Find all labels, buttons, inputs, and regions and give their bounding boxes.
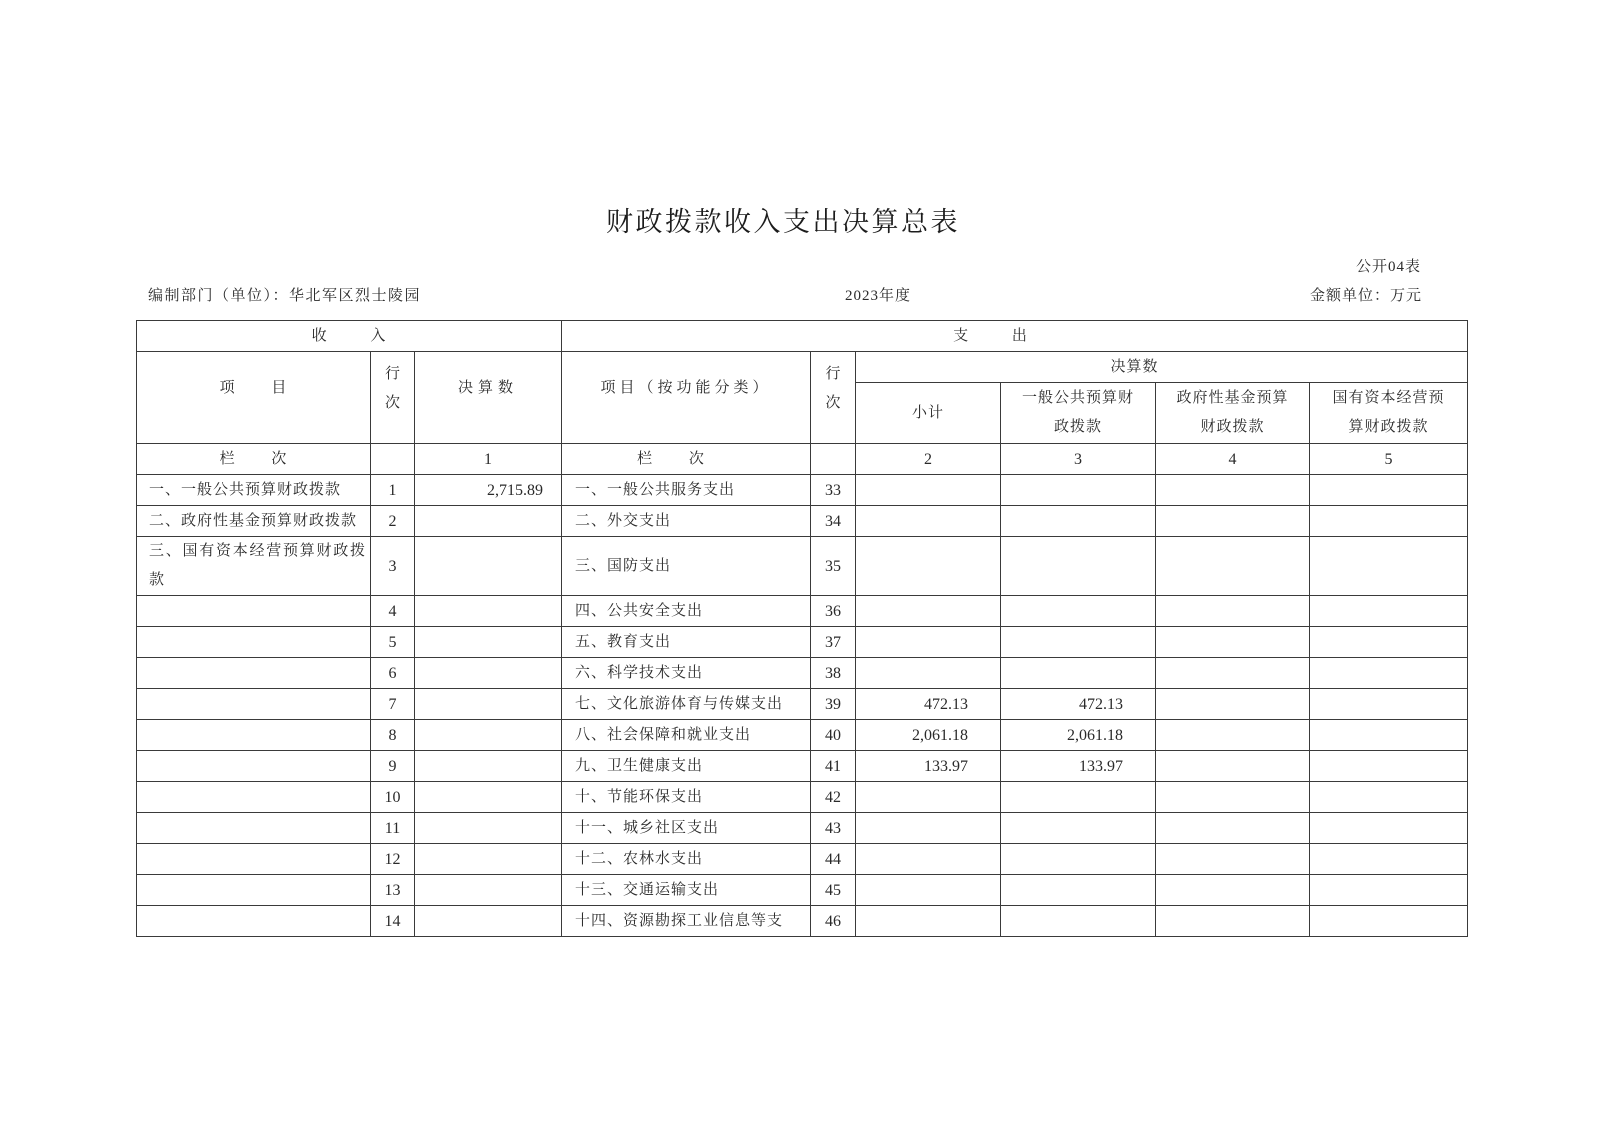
subtotal-cell: [856, 906, 1001, 937]
state-capital-appropriation-cell: [1310, 720, 1468, 751]
compiling-department: 编制部门（单位）：华北军区烈士陵园: [148, 288, 422, 304]
expense-row-number-cell: 40: [811, 720, 856, 751]
income-item-cell: [137, 782, 371, 813]
subtotal-cell: 133.97: [856, 751, 1001, 782]
section-header-row: [137, 321, 1468, 352]
income-item-cell: [137, 813, 371, 844]
gov-fund-appropriation-cell: [1156, 627, 1310, 658]
expense-section-header: 支 出: [562, 321, 1468, 352]
expense-row-number-cell: 36: [811, 596, 856, 627]
income-amount-header: 决算数: [415, 352, 562, 444]
subtotal-cell: [856, 875, 1001, 906]
expense-item-cell: 五、教育支出: [562, 627, 811, 658]
gov-fund-appropriation-cell: [1156, 844, 1310, 875]
table-row: [137, 875, 1468, 906]
state-capital-appropriation-cell: [1310, 813, 1468, 844]
expense-item-cell: 二、外交支出: [562, 506, 811, 537]
fiscal-year: 2023年度: [844, 288, 911, 304]
expense-row-number-header: [811, 352, 856, 444]
state-capital-appropriation-cell: [1310, 506, 1468, 537]
subtotal-header: 小计: [856, 383, 1001, 444]
income-item-cell: 二、政府性基金预算财政拨款: [137, 506, 371, 537]
table-header: [137, 321, 1468, 475]
general-budget-appropriation-cell: [1001, 906, 1156, 937]
table-row: [137, 720, 1468, 751]
table-row: [137, 475, 1468, 506]
subtotal-cell: [856, 813, 1001, 844]
general-budget-appropriation-cell: [1001, 475, 1156, 506]
subtotal-cell: [856, 506, 1001, 537]
general-budget-appropriation-cell: [1001, 844, 1156, 875]
income-row-number-cell: 2: [371, 506, 415, 537]
income-item-cell: [137, 844, 371, 875]
income-row-number-cell: 4: [371, 596, 415, 627]
state-capital-appropriation-cell: [1310, 537, 1468, 596]
table-row: [137, 506, 1468, 537]
column-header-row: [137, 352, 1468, 383]
income-amount-cell: [415, 844, 562, 875]
table-row: [137, 813, 1468, 844]
general-budget-appropriation-cell: [1001, 658, 1156, 689]
expense-amount-group-header: 决算数: [856, 352, 1468, 383]
gov-fund-appropriation-cell: [1156, 658, 1310, 689]
expense-row-number-cell: 39: [811, 689, 856, 720]
income-amount-cell: [415, 658, 562, 689]
table-row: [137, 782, 1468, 813]
expense-item-cell: 十四、资源勘探工业信息等支: [562, 906, 811, 937]
expense-item-cell: 十三、交通运输支出: [562, 875, 811, 906]
income-amount-cell: [415, 813, 562, 844]
expense-item-cell: 六、科学技术支出: [562, 658, 811, 689]
gov-fund-header: 政府性基金预算财政拨款: [1156, 383, 1310, 444]
income-item-cell: [137, 906, 371, 937]
expense-item-cell: 十一、城乡社区支出: [562, 813, 811, 844]
gov-fund-appropriation-cell: [1156, 596, 1310, 627]
state-capital-appropriation-cell: [1310, 475, 1468, 506]
general-budget-appropriation-cell: 133.97: [1001, 751, 1156, 782]
general-budget-header: 一般公共预算财政拨款: [1001, 383, 1156, 444]
expense-item-cell: 八、社会保障和就业支出: [562, 720, 811, 751]
expense-item-cell: 九、卫生健康支出: [562, 751, 811, 782]
expense-row-number-cell: 45: [811, 875, 856, 906]
gov-fund-appropriation-cell: [1156, 506, 1310, 537]
income-amount-cell: [415, 627, 562, 658]
income-row-number-cell: 13: [371, 875, 415, 906]
state-capital-index: 5: [1310, 444, 1468, 475]
income-row-number-cell: 3: [371, 537, 415, 596]
expense-item-header: 项目（按功能分类）: [562, 352, 811, 444]
subtotal-cell: [856, 537, 1001, 596]
income-amount-index: 1: [415, 444, 562, 475]
table-row: [137, 844, 1468, 875]
state-capital-appropriation-cell: [1310, 906, 1468, 937]
income-row-number-cell: 14: [371, 906, 415, 937]
expense-row-number-header-label: 行次: [825, 365, 841, 411]
state-capital-header: 国有资本经营预算财政拨款: [1310, 383, 1468, 444]
expense-row-number-cell: 41: [811, 751, 856, 782]
income-amount-cell: [415, 596, 562, 627]
income-row-number-index: [371, 444, 415, 475]
gov-fund-appropriation-cell: [1156, 813, 1310, 844]
general-budget-appropriation-cell: 2,061.18: [1001, 720, 1156, 751]
income-item-cell: [137, 875, 371, 906]
gov-fund-appropriation-cell: [1156, 475, 1310, 506]
income-item-cell: [137, 689, 371, 720]
state-capital-appropriation-cell: [1310, 751, 1468, 782]
expense-item-cell: 一、一般公共服务支出: [562, 475, 811, 506]
table-row: [137, 658, 1468, 689]
table-row: [137, 537, 1468, 596]
income-row-number-cell: 8: [371, 720, 415, 751]
subtotal-cell: [856, 475, 1001, 506]
column-index-row: [137, 444, 1468, 475]
gov-fund-appropriation-cell: [1156, 751, 1310, 782]
form-number: 公开04表: [1355, 259, 1421, 275]
income-row-number-cell: 1: [371, 475, 415, 506]
gov-fund-index: 4: [1156, 444, 1310, 475]
subtotal-cell: [856, 844, 1001, 875]
income-column-index-label: 栏 次: [137, 444, 371, 475]
expense-item-cell: 七、文化旅游体育与传媒支出: [562, 689, 811, 720]
table-body: [137, 475, 1468, 937]
state-capital-appropriation-cell: [1310, 627, 1468, 658]
gov-fund-appropriation-cell: [1156, 689, 1310, 720]
expense-item-cell: 四、公共安全支出: [562, 596, 811, 627]
expense-item-cell: 十、节能环保支出: [562, 782, 811, 813]
expense-row-number-cell: 44: [811, 844, 856, 875]
table-row: [137, 906, 1468, 937]
income-row-number-header: [371, 352, 415, 444]
expense-row-number-cell: 33: [811, 475, 856, 506]
general-budget-appropriation-cell: [1001, 596, 1156, 627]
document-title: 财政拨款收入支出决算总表: [606, 207, 960, 237]
gov-fund-appropriation-cell: [1156, 875, 1310, 906]
income-row-number-cell: 12: [371, 844, 415, 875]
income-amount-cell: 2,715.89: [415, 475, 562, 506]
income-amount-cell: [415, 720, 562, 751]
income-item-cell: 三、国有资本经营预算财政拨款: [137, 537, 371, 596]
subtotal-cell: [856, 782, 1001, 813]
state-capital-appropriation-cell: [1310, 658, 1468, 689]
general-budget-appropriation-cell: [1001, 782, 1156, 813]
income-row-number-cell: 6: [371, 658, 415, 689]
income-row-number-header-label: 行次: [384, 365, 400, 411]
table-row: [137, 689, 1468, 720]
income-amount-cell: [415, 689, 562, 720]
state-capital-appropriation-cell: [1310, 689, 1468, 720]
expense-item-cell: 十二、农林水支出: [562, 844, 811, 875]
income-item-cell: [137, 751, 371, 782]
expense-row-number-cell: 38: [811, 658, 856, 689]
general-budget-appropriation-cell: [1001, 875, 1156, 906]
general-budget-appropriation-cell: [1001, 537, 1156, 596]
subtotal-cell: 472.13: [856, 689, 1001, 720]
subtotal-cell: [856, 627, 1001, 658]
income-amount-cell: [415, 506, 562, 537]
expense-row-number-cell: 35: [811, 537, 856, 596]
expense-row-number-cell: 34: [811, 506, 856, 537]
expense-row-number-cell: 43: [811, 813, 856, 844]
expense-row-number-cell: 46: [811, 906, 856, 937]
state-capital-appropriation-cell: [1310, 596, 1468, 627]
income-row-number-cell: 10: [371, 782, 415, 813]
subtotal-cell: 2,061.18: [856, 720, 1001, 751]
income-amount-cell: [415, 537, 562, 596]
amount-unit: 金额单位：万元: [1309, 288, 1422, 304]
gov-fund-appropriation-cell: [1156, 782, 1310, 813]
expense-column-index-label: 栏 次: [562, 444, 811, 475]
income-row-number-cell: 5: [371, 627, 415, 658]
general-budget-index: 3: [1001, 444, 1156, 475]
table-row: [137, 751, 1468, 782]
expense-item-cell: 三、国防支出: [562, 537, 811, 596]
income-row-number-cell: 11: [371, 813, 415, 844]
gov-fund-appropriation-cell: [1156, 906, 1310, 937]
general-budget-appropriation-cell: [1001, 813, 1156, 844]
general-budget-appropriation-cell: [1001, 627, 1156, 658]
expense-row-number-cell: 37: [811, 627, 856, 658]
income-item-cell: [137, 658, 371, 689]
subtotal-cell: [856, 596, 1001, 627]
general-budget-appropriation-cell: [1001, 506, 1156, 537]
income-amount-cell: [415, 906, 562, 937]
state-capital-appropriation-cell: [1310, 875, 1468, 906]
expense-row-number-index: [811, 444, 856, 475]
gov-fund-appropriation-cell: [1156, 537, 1310, 596]
income-amount-cell: [415, 751, 562, 782]
subtotal-index: 2: [856, 444, 1001, 475]
appropriation-summary-table: [136, 320, 1468, 937]
income-item-cell: [137, 627, 371, 658]
income-item-cell: 一、一般公共预算财政拨款: [137, 475, 371, 506]
table-row: [137, 596, 1468, 627]
income-amount-cell: [415, 875, 562, 906]
income-amount-cell: [415, 782, 562, 813]
state-capital-appropriation-cell: [1310, 844, 1468, 875]
general-budget-appropriation-cell: 472.13: [1001, 689, 1156, 720]
income-row-number-cell: 9: [371, 751, 415, 782]
income-item-cell: [137, 720, 371, 751]
income-section-header: 收 入: [137, 321, 562, 352]
expense-row-number-cell: 42: [811, 782, 856, 813]
gov-fund-appropriation-cell: [1156, 720, 1310, 751]
income-item-header: 项 目: [137, 352, 371, 444]
state-capital-appropriation-cell: [1310, 782, 1468, 813]
table-row: [137, 627, 1468, 658]
subtotal-cell: [856, 658, 1001, 689]
income-item-cell: [137, 596, 371, 627]
income-row-number-cell: 7: [371, 689, 415, 720]
